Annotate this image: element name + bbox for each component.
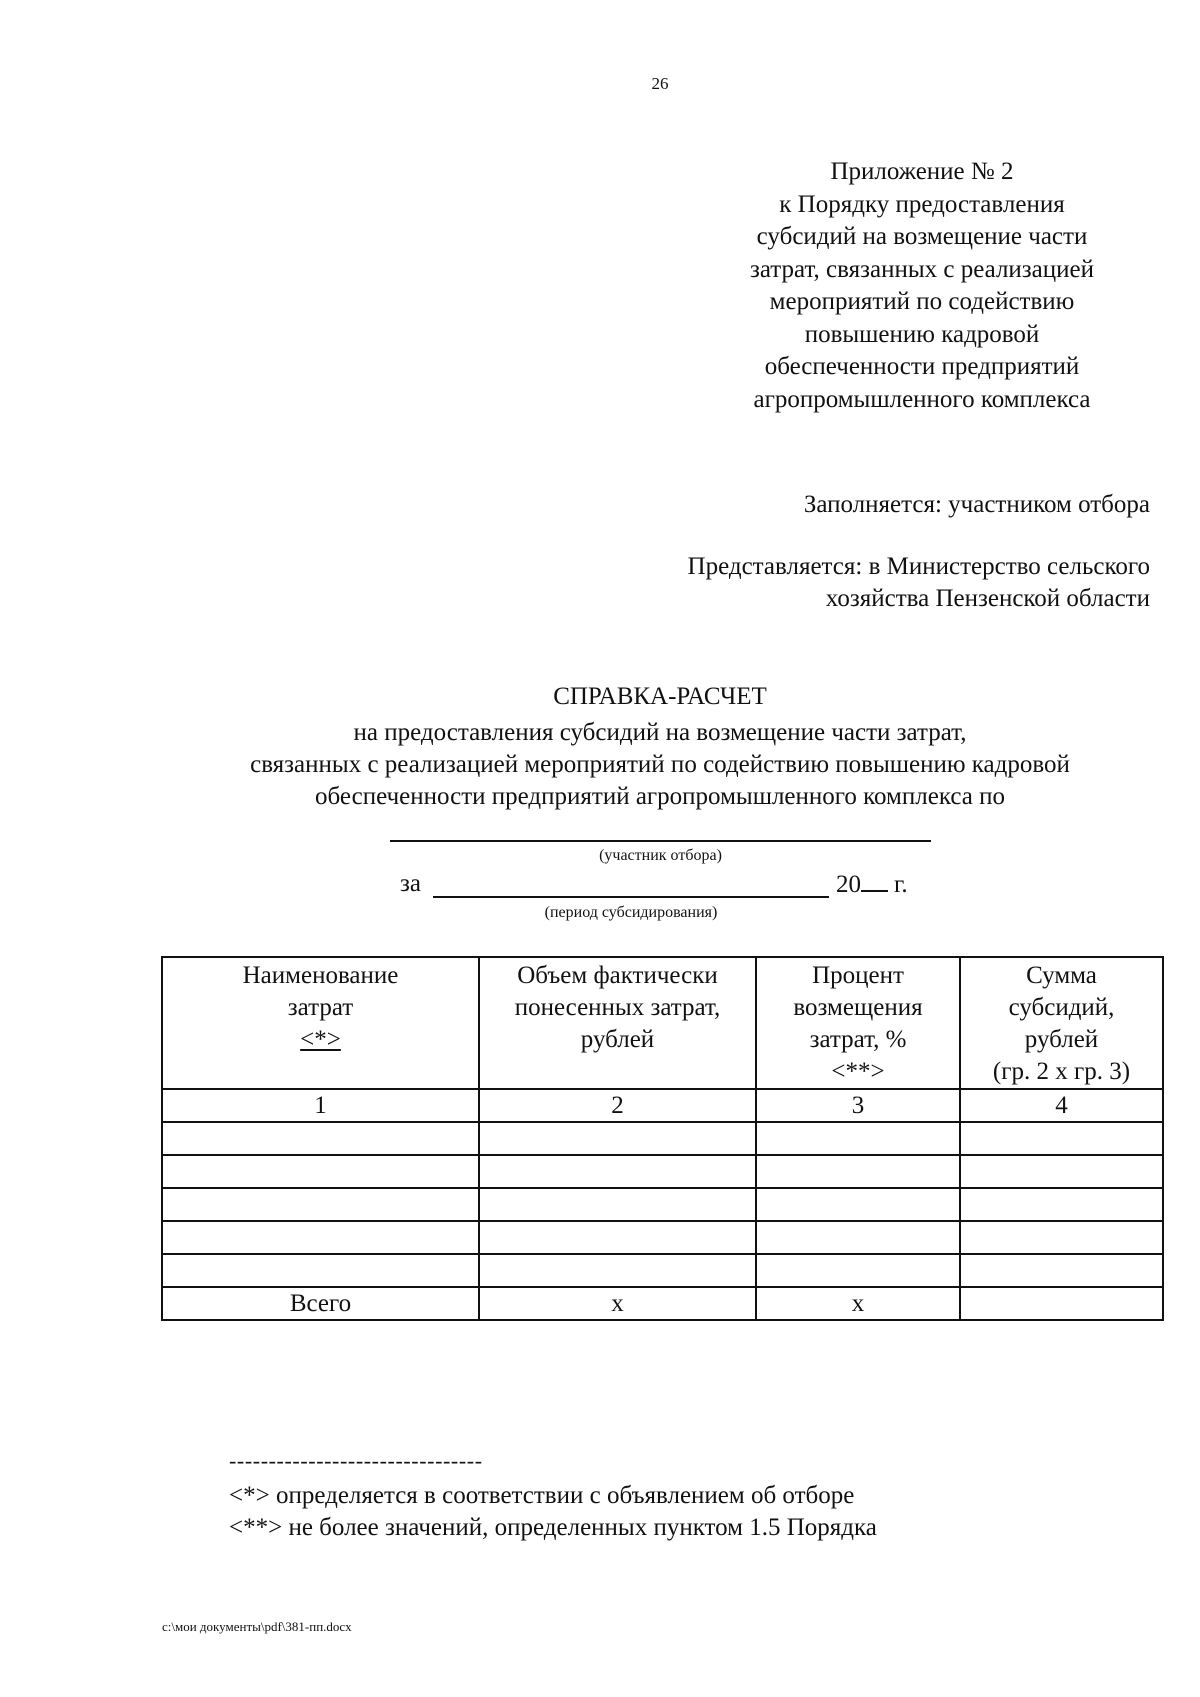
table-cell[interactable] <box>162 1188 479 1221</box>
table-header-row <box>162 957 1163 1089</box>
page-number: 26 <box>651 74 669 93</box>
filled-by-text: Заполняется: участником отбора <box>803 491 1150 518</box>
total-cell: x <box>479 1287 756 1320</box>
appendix-line: агропромышленного комплекса <box>753 385 1091 413</box>
appendix-line: Приложение № 2 <box>830 158 1014 185</box>
file-path-footer: c:\мои документы\pdf\381-пп.docx <box>162 1619 352 1634</box>
table-row <box>162 1188 1163 1221</box>
total-cell: x <box>756 1287 960 1320</box>
appendix-line: мероприятий по содействию <box>769 288 1075 315</box>
filled-by-note <box>450 489 1150 521</box>
period-prefix: за <box>400 870 421 897</box>
footnote-separator: -------------------------------- <box>229 1448 483 1473</box>
header-subsidy-amount: Сумма субсидий, рублей (гр. 2 x гр. 3) <box>960 957 1163 1089</box>
table-cell[interactable] <box>960 1122 1163 1155</box>
table-cell[interactable] <box>162 1122 479 1155</box>
table-row <box>162 1155 1163 1188</box>
footnotes <box>229 1480 877 1544</box>
table-cell[interactable] <box>756 1221 960 1254</box>
appendix-heading <box>722 156 1122 416</box>
column-number-row <box>162 1089 1163 1122</box>
header-actual-costs: Объем фактически понесенных затрат, рублей <box>479 957 756 1089</box>
appendix-line: повышению кадровой <box>804 320 1040 348</box>
table-cell[interactable] <box>960 1221 1163 1254</box>
submitted-to-line: Представляется: в Министерство сельского <box>687 553 1150 580</box>
document-title: СПРАВКА-РАСЧЕТ <box>553 683 767 710</box>
appendix-line: субсидий на возмещение части <box>756 223 1088 250</box>
table-cell[interactable] <box>479 1254 756 1287</box>
table-cell[interactable] <box>162 1221 479 1254</box>
footnote-item: <**> не более значений, определенных пунктом 1.5 Порядка <box>229 1514 877 1541</box>
participant-blank-line <box>390 840 931 842</box>
period-year <box>836 868 908 901</box>
subtitle-line: обеспеченности предприятий агропромышленного комплекса по <box>315 783 1005 810</box>
subsidy-calculation-table <box>161 956 1164 1321</box>
column-number: 2 <box>479 1089 756 1122</box>
table-cell[interactable] <box>479 1155 756 1188</box>
total-label: Всего <box>162 1287 479 1320</box>
column-number: 1 <box>162 1089 479 1122</box>
appendix-line: к Порядку предоставления <box>779 190 1065 218</box>
table-cell[interactable] <box>479 1221 756 1254</box>
table-cell[interactable] <box>479 1188 756 1221</box>
column-number: 4 <box>960 1089 1163 1122</box>
subtitle-line: на предоставления субсидий на возмещение части затрат, <box>353 719 967 746</box>
table-cell[interactable] <box>756 1122 960 1155</box>
submitted-to-line: хозяйства Пензенской области <box>825 585 1150 612</box>
total-subsidy-cell[interactable] <box>960 1287 1163 1320</box>
year-suffix: г. <box>894 871 908 898</box>
header-reimbursement-percent: Процент возмещения затрат, % <**> <box>756 957 960 1089</box>
year-blank-line <box>861 868 888 892</box>
participant-caption: (участник отбора) <box>599 847 722 864</box>
table-cell[interactable] <box>756 1254 960 1287</box>
document-subtitle <box>0 717 1200 813</box>
footnote-ref-single[interactable]: <*> <box>300 1026 341 1053</box>
table-row <box>162 1221 1163 1254</box>
table-cell[interactable] <box>756 1188 960 1221</box>
footnote-item: <*> определяется в соответствии с объявлением об отборе <box>229 1482 855 1509</box>
appendix-line: обеспеченности предприятий <box>764 353 1080 380</box>
table-cell[interactable] <box>756 1155 960 1188</box>
table-cell[interactable] <box>960 1254 1163 1287</box>
column-number: 3 <box>756 1089 960 1122</box>
table-cell[interactable] <box>960 1188 1163 1221</box>
total-row <box>162 1287 1163 1320</box>
table-cell[interactable] <box>479 1122 756 1155</box>
table-cell[interactable] <box>162 1155 479 1188</box>
year-prefix: 20 <box>836 871 861 898</box>
header-cost-name: Наименование затрат <*> <box>162 957 479 1089</box>
submitted-to-note <box>450 551 1150 615</box>
appendix-line: затрат, связанных с реализацией <box>749 255 1095 283</box>
subtitle-line: связанных с реализацией мероприятий по содействию повышению кадровой <box>250 751 1070 778</box>
table-cell[interactable] <box>960 1155 1163 1188</box>
table-row <box>162 1122 1163 1155</box>
table-row <box>162 1254 1163 1287</box>
period-blank-line <box>433 896 829 898</box>
period-caption: (период субсидирования) <box>544 904 718 921</box>
table-cell[interactable] <box>162 1254 479 1287</box>
